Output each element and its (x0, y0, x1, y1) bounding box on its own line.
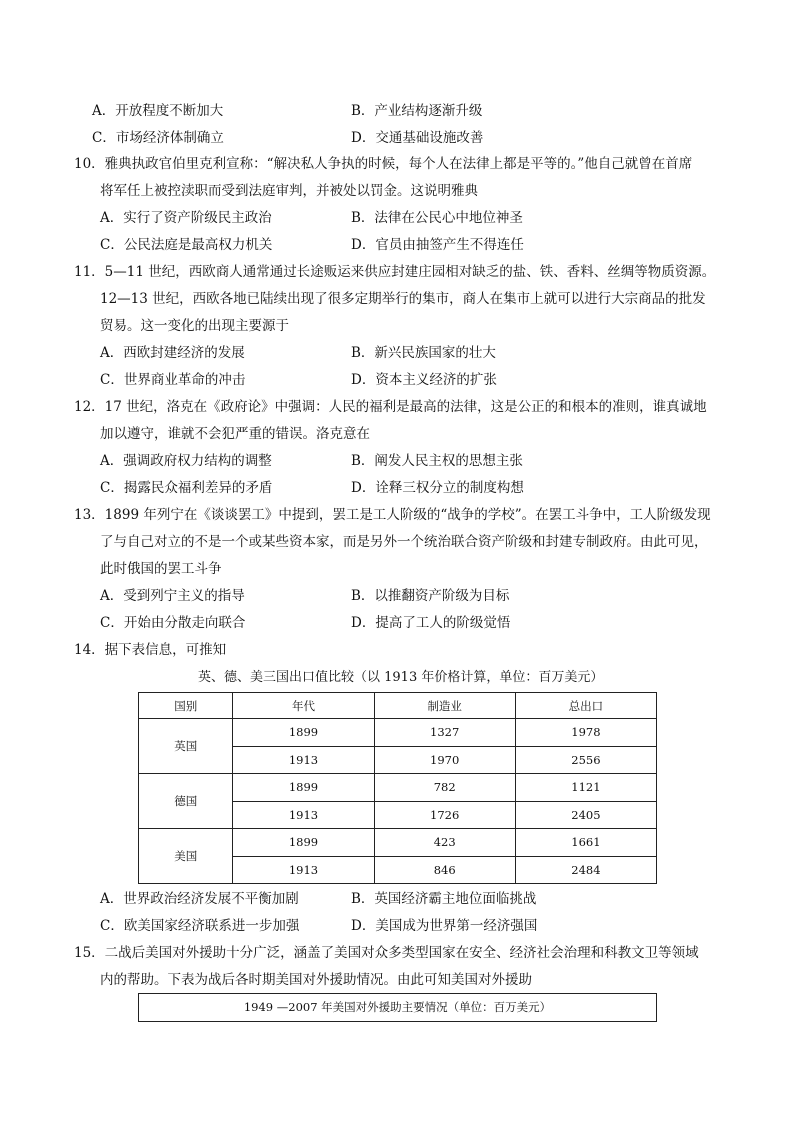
q13-stem-line-2: 了与自己对立的不是一个或某些资本家，而是另外一个统治联合资产阶级和封建专制政府。由此可见， (100, 534, 708, 550)
total-cell: 2405 (515, 801, 656, 829)
q13-stem-line-3: 此时俄国的罢工斗争 (100, 561, 222, 577)
q11-option-c: C．世界商业革命的冲击 (100, 372, 246, 388)
export-comparison-table (138, 692, 657, 884)
total-cell: 2484 (515, 856, 656, 884)
q10-option-a: A．实行了资产阶级民主政治 (100, 210, 272, 226)
q12-option-d: D．诠释三权分立的制度构想 (351, 480, 524, 496)
manufacturing-cell: 782 (374, 774, 515, 802)
table-row (139, 829, 657, 857)
manufacturing-cell: 1970 (374, 746, 515, 774)
q14-stem: 14．据下表信息，可推知 (74, 642, 227, 658)
header-total-export: 总出口 (515, 693, 656, 719)
q12-option-c: C．揭露民众福利差异的矛盾 (100, 480, 273, 496)
table-header-row (139, 693, 657, 719)
q11-option-b: B．新兴民族国家的壮大 (351, 345, 496, 361)
total-cell: 1978 (515, 719, 656, 747)
table-row (139, 774, 657, 802)
q10-option-d: D．官员由抽签产生不得连任 (351, 237, 524, 253)
q11-option-a: A．西欧封建经济的发展 (100, 345, 245, 361)
q13-option-b: B．以推翻资产阶级为目标 (351, 588, 510, 604)
country-cell: 美国 (139, 829, 233, 884)
q14-option-d: D．美国成为世界第一经济强国 (351, 918, 538, 934)
q10-option-c: C．公民法庭是最高权力机关 (100, 237, 273, 253)
q14-option-b: B．英国经济霸主地位面临挑战 (351, 891, 537, 907)
q12-option-b: B．阐发人民主权的思想主张 (351, 453, 523, 469)
year-cell: 1899 (233, 774, 374, 802)
country-cell: 英国 (139, 719, 233, 774)
manufacturing-cell: 1726 (374, 801, 515, 829)
q13-option-a: A．受到列宁主义的指导 (100, 588, 245, 604)
header-manufacturing: 制造业 (374, 693, 515, 719)
year-cell: 1899 (233, 829, 374, 857)
q13-option-d: D．提高了工人的阶级觉悟 (351, 615, 511, 631)
q12-stem-line-2: 加以遵守，谁就不会犯严重的错误。洛克意在 (100, 426, 370, 442)
header-country: 国别 (139, 693, 233, 719)
q12-stem-line-1: 12．17 世纪，洛克在《政府论》中强调：人民的福利是最高的法律，这是公正的和根本的准则，谁真诚地 (74, 399, 707, 415)
q11-stem-line-1: 11．5—11 世纪，西欧商人通常通过长途贩运来供应封建庄园相对缺乏的盐、铁、香料、丝绸等物质资源。 (74, 264, 716, 280)
q15-stem-line-1: 15．二战后美国对外援助十分广泛，涵盖了美国对众多类型国家在安全、经济社会治理和科教文卫等领域 (74, 945, 699, 961)
manufacturing-cell: 423 (374, 829, 515, 857)
q14-table-caption: 英、德、美三国出口值比较（以 1913 年价格计算，单位：百万美元） (198, 670, 604, 685)
manufacturing-cell: 1327 (374, 719, 515, 747)
q15-stem-line-2: 内的帮助。下表为战后各时期美国对外援助情况。由此可知美国对外援助 (100, 972, 532, 988)
q11-stem-line-2: 12—13 世纪，西欧各地已陆续出现了很多定期举行的集市，商人在集市上就可以进行大宗商品的批发 (100, 291, 706, 307)
year-cell: 1899 (233, 719, 374, 747)
q10-stem-line-2: 将军任上被控渎职而受到法庭审判，并被处以罚金。这说明雅典 (100, 183, 478, 199)
q10-option-b: B．法律在公民心中地位神圣 (351, 210, 523, 226)
year-cell: 1913 (233, 856, 374, 884)
q9-option-c: C．市场经济体制确立 (92, 130, 224, 146)
total-cell: 1121 (515, 774, 656, 802)
q12-option-a: A．强调政府权力结构的调整 (100, 453, 272, 469)
q15-table-caption: 1949 —2007 年美国对外援助主要情况（单位：百万美元） (138, 993, 657, 1022)
table-row (139, 719, 657, 747)
q13-option-c: C．开始由分散走向联合 (100, 615, 246, 631)
q14-option-c: C．欧美国家经济联系进一步加强 (100, 918, 300, 934)
year-cell: 1913 (233, 746, 374, 774)
total-cell: 1661 (515, 829, 656, 857)
q9-option-a: A．开放程度不断加大 (92, 103, 224, 119)
q10-stem-line-1: 10．雅典执政官伯里克利宣称：“解决私人争执的时候，每个人在法律上都是平等的。”他自己就曾在首席 (74, 156, 693, 172)
year-cell: 1913 (233, 801, 374, 829)
country-cell: 德国 (139, 774, 233, 829)
header-year: 年代 (233, 693, 374, 719)
q13-stem-line-1: 13．1899 年列宁在《谈谈罢工》中提到，罢工是工人阶级的“战争的学校”。在罢工斗争中，工人阶级发现 (74, 507, 711, 523)
q9-option-d: D．交通基础设施改善 (351, 130, 484, 146)
q9-option-b: B．产业结构逐渐升级 (351, 103, 483, 119)
q14-option-a: A．世界政治经济发展不平衡加剧 (100, 891, 299, 907)
manufacturing-cell: 846 (374, 856, 515, 884)
q11-stem-line-3: 贸易。这一变化的出现主要源于 (100, 318, 289, 334)
total-cell: 2556 (515, 746, 656, 774)
q11-option-d: D．资本主义经济的扩张 (351, 372, 497, 388)
